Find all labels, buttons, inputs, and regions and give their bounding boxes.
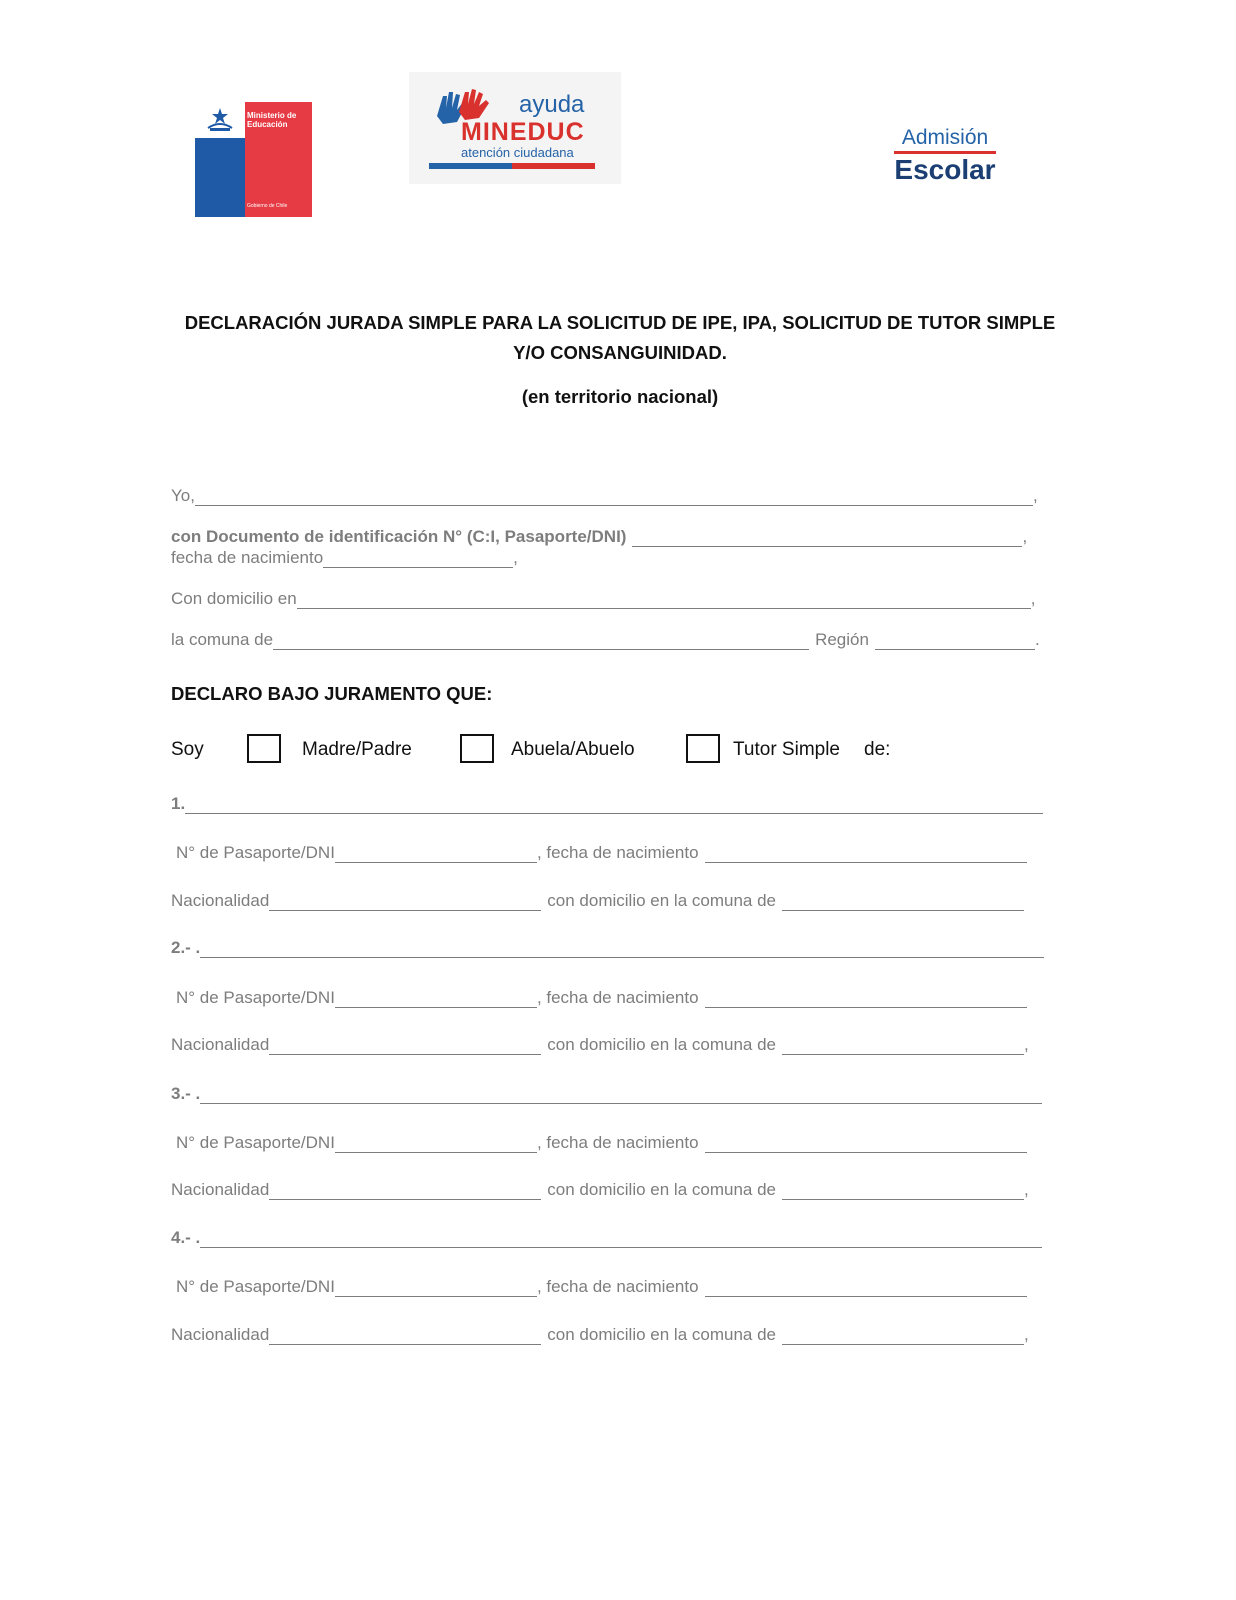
ayuda-mineduc-logo (409, 72, 621, 184)
domicilio-comma: , (1030, 589, 1036, 608)
person-3-end: , (1023, 1180, 1029, 1199)
person-2-passport-label: N° de Pasaporte/DNI (176, 988, 335, 1007)
person-4-nationality-field[interactable] (269, 1328, 541, 1345)
logo-white-panel (195, 102, 245, 138)
document-subtitle: (en territorio nacional) (521, 386, 719, 407)
person-4-comuna-label: con domicilio en la comuna de (547, 1325, 776, 1344)
logo-word-mineduc: MINEDUC (461, 118, 585, 146)
soy-label: Soy (171, 739, 204, 760)
yo-label: Yo, (171, 486, 195, 505)
checkbox-abuela-abuelo[interactable] (460, 734, 494, 763)
person-2-passport-row (176, 988, 1027, 1008)
person-1-nationality-label: Nacionalidad (171, 891, 270, 910)
logo-blue-panel (195, 102, 245, 217)
checkbox-madre-padre[interactable] (247, 734, 281, 763)
person-4-name-row (171, 1228, 1042, 1248)
domicilio-field[interactable] (297, 592, 1031, 609)
person-4-end: , (1023, 1325, 1029, 1344)
person-1-birth-label: , fecha de nacimiento (536, 843, 699, 862)
person-4-passport-field[interactable] (335, 1280, 537, 1297)
person-4-passport-row (176, 1277, 1027, 1297)
person-3-nationality-field[interactable] (269, 1183, 541, 1200)
person-3-nationality-label: Nacionalidad (171, 1180, 270, 1199)
logo-text-gobierno: Gobierno de Chile (247, 203, 288, 209)
person-4-name-field[interactable] (200, 1231, 1042, 1248)
person-3-number: 3.- . (171, 1084, 201, 1103)
domicilio-row (171, 589, 1035, 609)
person-2-comuna-field[interactable] (782, 1038, 1024, 1055)
person-4-number: 4.- . (171, 1228, 201, 1247)
person-3-birth-field[interactable] (705, 1136, 1027, 1153)
person-3-name-row (171, 1084, 1042, 1104)
person-4-birth-field[interactable] (705, 1280, 1027, 1297)
document-title-line2: Y/O CONSANGUINIDAD. (513, 342, 727, 363)
yo-row (171, 486, 1038, 506)
logo-word-atencion: atención ciudadana (461, 145, 574, 160)
document-number-field[interactable] (632, 530, 1022, 547)
person-3-birth-label: , fecha de nacimiento (536, 1133, 699, 1152)
person-2-name-row (171, 938, 1044, 958)
region-label: Región (815, 630, 869, 649)
person-2-nationality-row (171, 1035, 1029, 1055)
comuna-row (171, 630, 1040, 650)
person-3-passport-label: N° de Pasaporte/DNI (176, 1133, 335, 1152)
region-period: . (1034, 630, 1040, 649)
person-3-comuna-label: con domicilio en la comuna de (547, 1180, 776, 1199)
person-3-nationality-row (171, 1180, 1029, 1200)
person-2-birth-field[interactable] (705, 991, 1027, 1008)
chile-crest-icon (204, 106, 236, 134)
logo-red-panel (245, 102, 312, 217)
person-1-nationality-field[interactable] (269, 894, 541, 911)
person-2-comuna-label: con domicilio en la comuna de (547, 1035, 776, 1054)
document-comma: , (1022, 527, 1028, 546)
region-field[interactable] (875, 633, 1035, 650)
birth-date-field[interactable] (323, 551, 513, 568)
person-1-birth-field[interactable] (705, 846, 1027, 863)
option-madre-padre: Madre/Padre (302, 739, 412, 760)
declaro-heading: DECLARO BAJO JURAMENTO QUE: (171, 683, 493, 704)
birth-label: fecha de nacimiento (171, 548, 324, 567)
option-tutor-simple: Tutor Simple (733, 739, 840, 760)
person-1-nationality-row (171, 891, 1024, 911)
person-4-nationality-label: Nacionalidad (171, 1325, 270, 1344)
person-1-passport-label: N° de Pasaporte/DNI (176, 843, 335, 862)
comuna-field[interactable] (273, 633, 809, 650)
person-2-name-field[interactable] (200, 941, 1044, 958)
document-label: con Documento de identificación N° (C:I, Pasaporte/DNI) (171, 527, 627, 546)
person-1-name-row (171, 794, 1043, 814)
person-1-passport-row (176, 843, 1027, 863)
logo-text-ministerio: Ministerio de (247, 111, 297, 120)
logo-color-bar (429, 163, 595, 169)
option-abuela-abuelo: Abuela/Abuelo (511, 739, 635, 760)
yo-comma: , (1032, 486, 1038, 505)
person-1-passport-field[interactable] (335, 846, 537, 863)
person-2-birth-label: , fecha de nacimiento (536, 988, 699, 1007)
person-1-name-field[interactable] (185, 797, 1043, 814)
person-4-birth-label: , fecha de nacimiento (536, 1277, 699, 1296)
person-3-passport-field[interactable] (335, 1136, 537, 1153)
document-row (171, 527, 1027, 547)
person-2-number: 2.- . (171, 938, 201, 957)
domicilio-label: Con domicilio en (171, 589, 297, 608)
document-title-line1: DECLARACIÓN JURADA SIMPLE PARA LA SOLICITUD DE IPE, IPA, SOLICITUD DE TUTOR SIMPLE (184, 312, 1056, 333)
soy-suffix: de: (864, 739, 891, 760)
person-1-comuna-field[interactable] (782, 894, 1024, 911)
logo-word-ayuda: ayuda (519, 91, 585, 118)
person-2-nationality-label: Nacionalidad (171, 1035, 270, 1054)
checkbox-tutor-simple[interactable] (686, 734, 720, 763)
person-4-comuna-field[interactable] (782, 1328, 1024, 1345)
logo-text-educacion: Educación (247, 120, 288, 129)
comuna-label: la comuna de (171, 630, 274, 649)
name-field[interactable] (195, 489, 1033, 506)
person-2-nationality-field[interactable] (269, 1038, 541, 1055)
person-1-number: 1. (171, 794, 186, 813)
person-2-end: , (1023, 1035, 1029, 1054)
person-4-passport-label: N° de Pasaporte/DNI (176, 1277, 335, 1296)
admision-escolar-logo (890, 126, 1000, 185)
ministerio-logo (195, 102, 312, 217)
birth-comma: , (513, 548, 518, 567)
logo-word-admision: Admisión (901, 126, 989, 149)
person-3-comuna-field[interactable] (782, 1183, 1024, 1200)
person-1-comuna-label: con domicilio en la comuna de (547, 891, 776, 910)
birth-row (171, 548, 518, 568)
person-2-passport-field[interactable] (335, 991, 537, 1008)
person-3-name-field[interactable] (200, 1087, 1042, 1104)
logo-word-escolar: Escolar (894, 154, 996, 185)
person-3-passport-row (176, 1133, 1027, 1153)
person-4-nationality-row (171, 1325, 1029, 1345)
